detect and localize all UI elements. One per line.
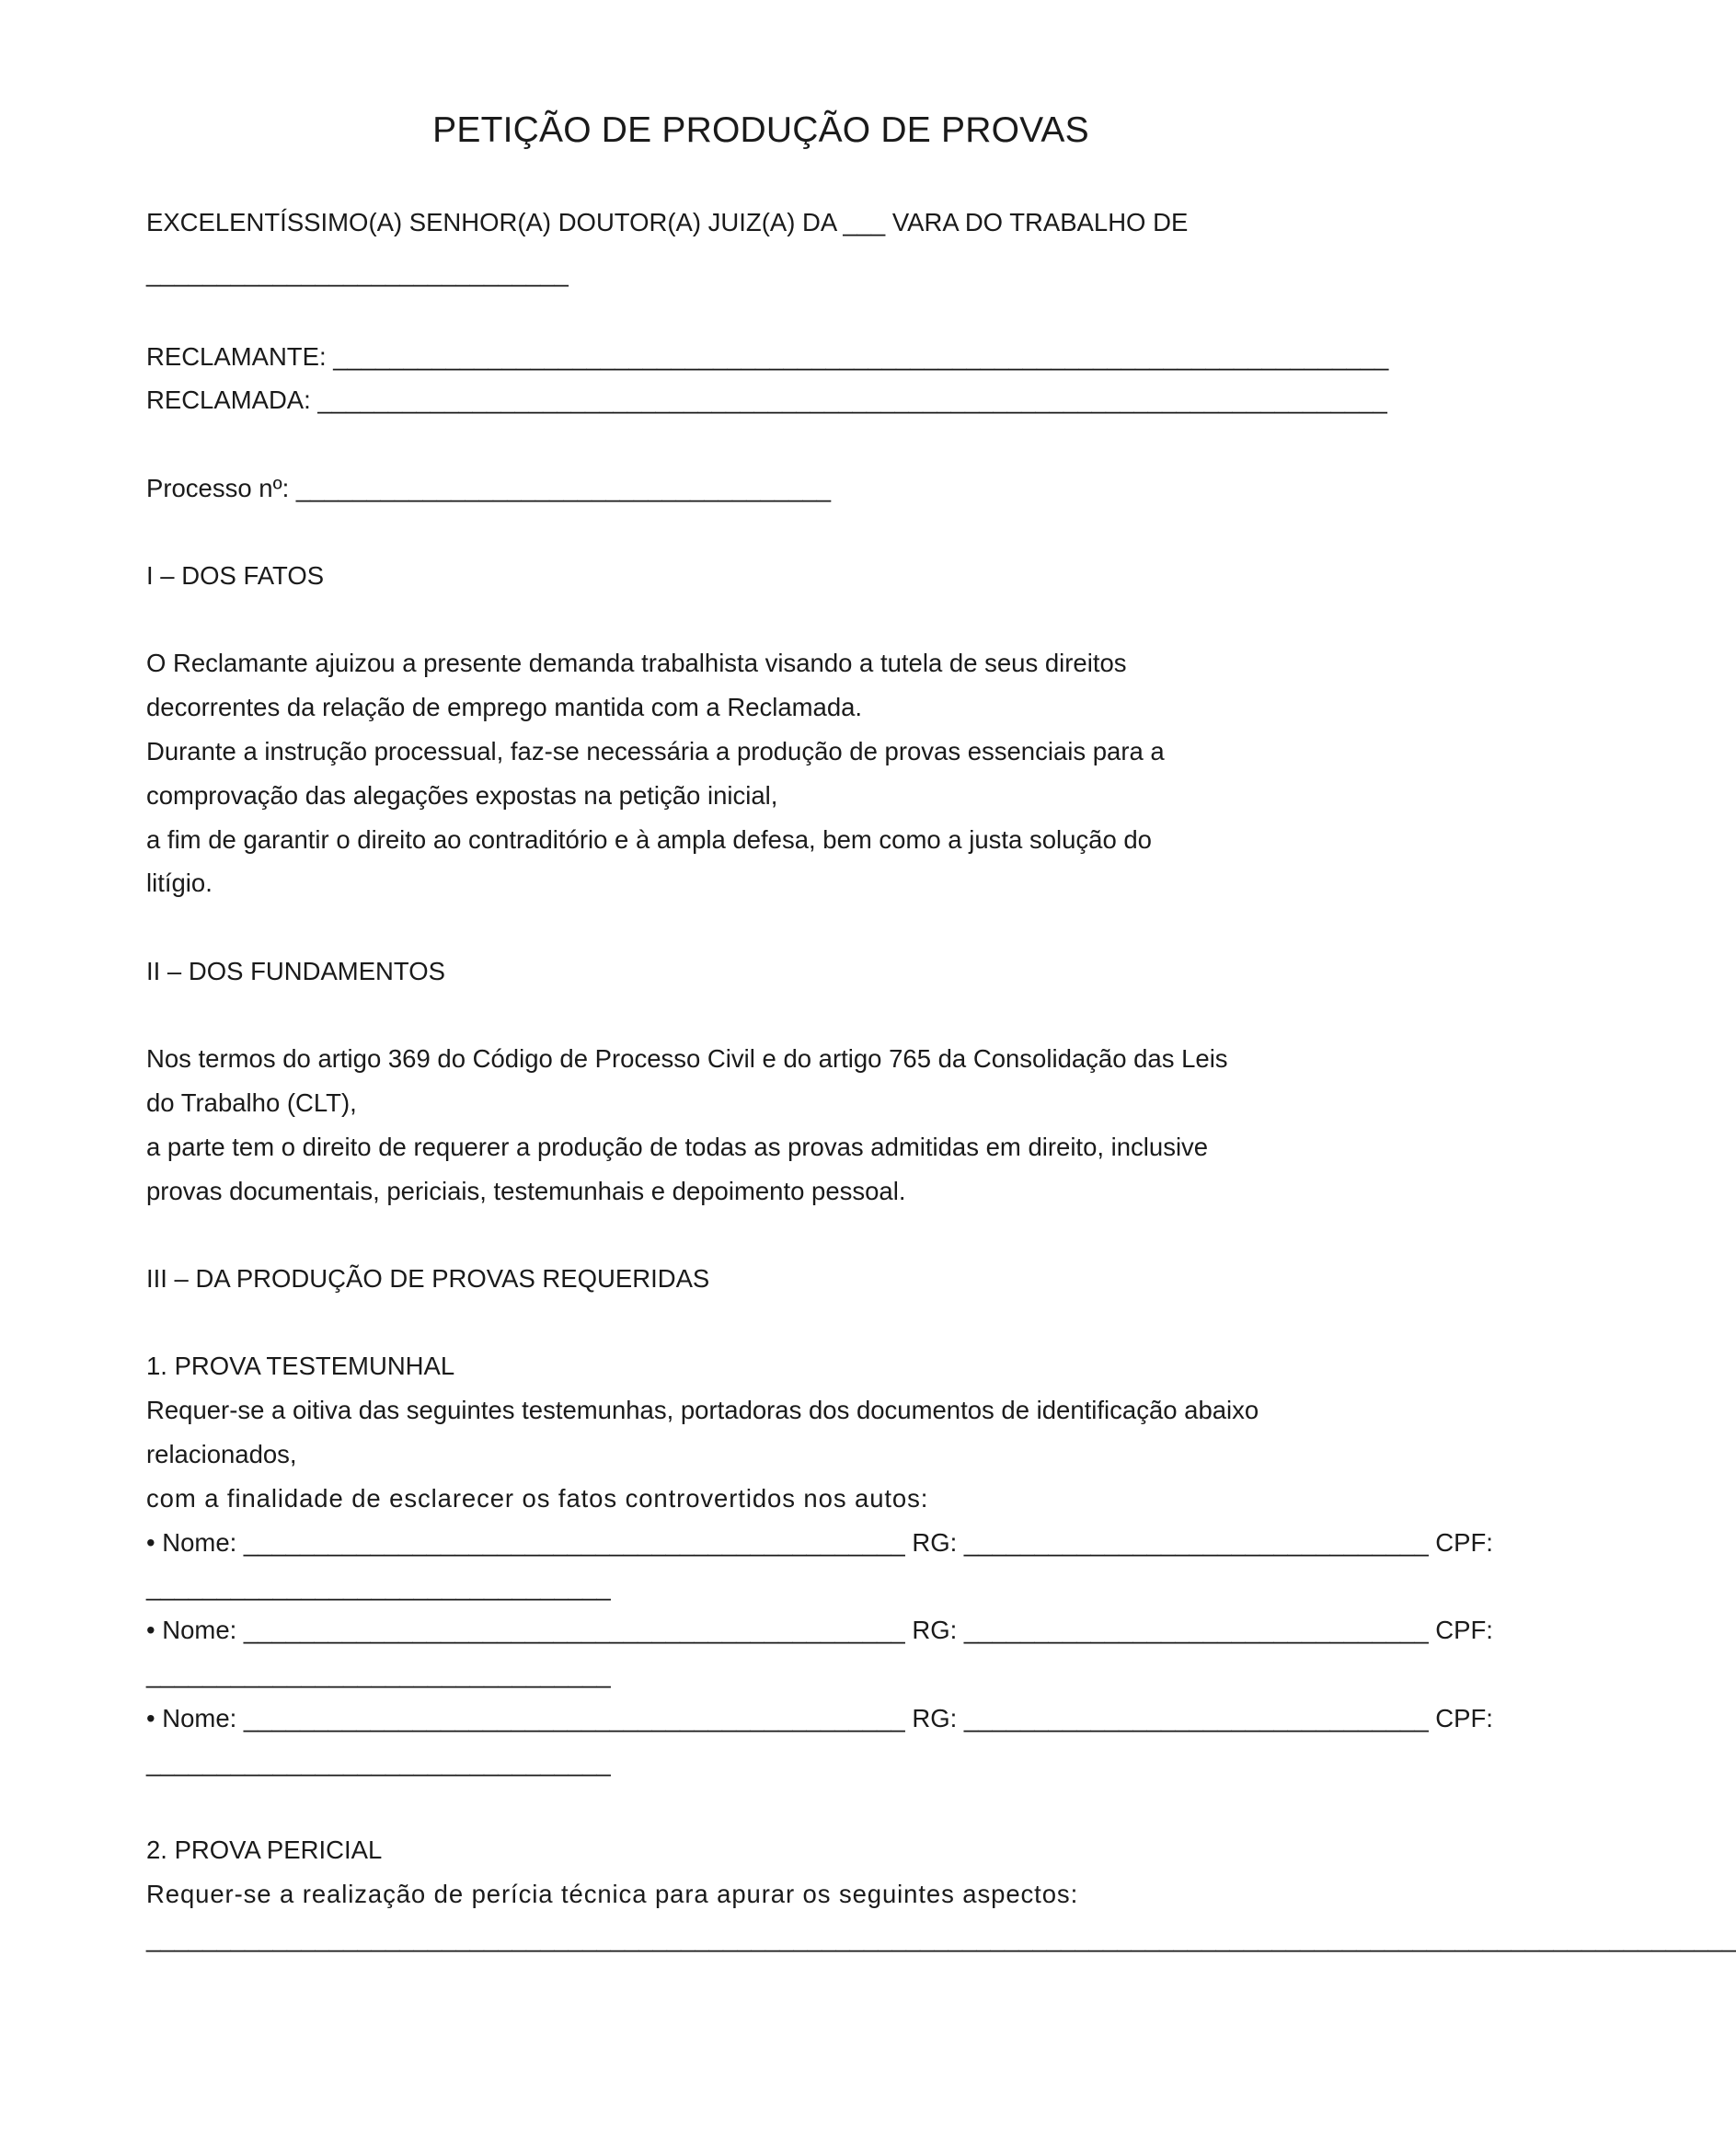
addressee-line: EXCELENTÍSSIMO(A) SENHOR(A) DOUTOR(A) JUIZ(A) DA ___ VARA DO TRABALHO DE bbox=[146, 208, 1189, 236]
witness-row: • Nome: _______________________________________________ RG: _________________________________ CPF: bbox=[146, 1704, 1493, 1732]
witness-cpf-blank: _________________________________ bbox=[146, 1660, 611, 1688]
paragraph-line: comprovação das alegações expostas na petição inicial, bbox=[146, 781, 778, 810]
paragraph-line: Durante a instrução processual, faz-se necessária a produção de provas essenciais para a bbox=[146, 737, 1165, 765]
witness-cpf-blank: _________________________________ bbox=[146, 1572, 611, 1601]
witness-row: • Nome: _______________________________________________ RG: _________________________________ CPF: bbox=[146, 1528, 1493, 1557]
section-heading-fatos: I – DOS FATOS bbox=[146, 561, 325, 590]
paragraph-line: Requer-se a realização de perícia técnica para apurar os seguintes aspectos: bbox=[146, 1880, 1079, 1908]
witness-cpf-blank: _________________________________ bbox=[146, 1748, 611, 1777]
reclamada-field: RECLAMADA: ____________________________________________________________________________ bbox=[146, 386, 1387, 414]
section-heading-fundamentos: II – DOS FUNDAMENTOS bbox=[146, 957, 445, 985]
paragraph-line: Nos termos do artigo 369 do Código de Processo Civil e do artigo 765 da Consolidação das Leis bbox=[146, 1044, 1228, 1073]
addressee-blank: ______________________________ bbox=[146, 259, 569, 287]
processo-field: Processo nº: ______________________________________ bbox=[146, 474, 832, 502]
paragraph-line: O Reclamante ajuizou a presente demanda trabalhista visando a tutela de seus direitos bbox=[146, 649, 1127, 677]
paragraph-line: litígio. bbox=[146, 869, 213, 897]
paragraph-line: Requer-se a oitiva das seguintes testemunhas, portadoras dos documentos de identificação abaixo bbox=[146, 1396, 1259, 1424]
subheading-prova-pericial: 2. PROVA PERICIAL bbox=[146, 1836, 383, 1864]
paragraph-line: do Trabalho (CLT), bbox=[146, 1088, 357, 1117]
paragraph-line: a fim de garantir o direito ao contraditório e à ampla defesa, bem como a justa solução do bbox=[146, 825, 1152, 854]
pericial-blank: _________________________________________________________________________________________________________________ bbox=[146, 1924, 1736, 1952]
paragraph-line: relacionados, bbox=[146, 1440, 297, 1468]
reclamante-field: RECLAMANTE: ___________________________________________________________________________ bbox=[146, 342, 1389, 371]
paragraph-line: com a finalidade de esclarecer os fatos controvertidos nos autos: bbox=[146, 1484, 929, 1513]
paragraph-line: decorrentes da relação de emprego mantida com a Reclamada. bbox=[146, 693, 863, 721]
subheading-prova-testemunhal: 1. PROVA TESTEMUNHAL bbox=[146, 1352, 455, 1380]
document-title: PETIÇÃO DE PRODUÇÃO DE PROVAS bbox=[432, 110, 1089, 150]
paragraph-line: provas documentais, periciais, testemunhais e depoimento pessoal. bbox=[146, 1177, 906, 1205]
section-heading-provas: III – DA PRODUÇÃO DE PROVAS REQUERIDAS bbox=[146, 1264, 710, 1293]
paragraph-line: a parte tem o direito de requerer a produção de todas as provas admitidas em direito, inclusive bbox=[146, 1133, 1209, 1161]
witness-row: • Nome: _______________________________________________ RG: _________________________________ CPF: bbox=[146, 1616, 1493, 1644]
